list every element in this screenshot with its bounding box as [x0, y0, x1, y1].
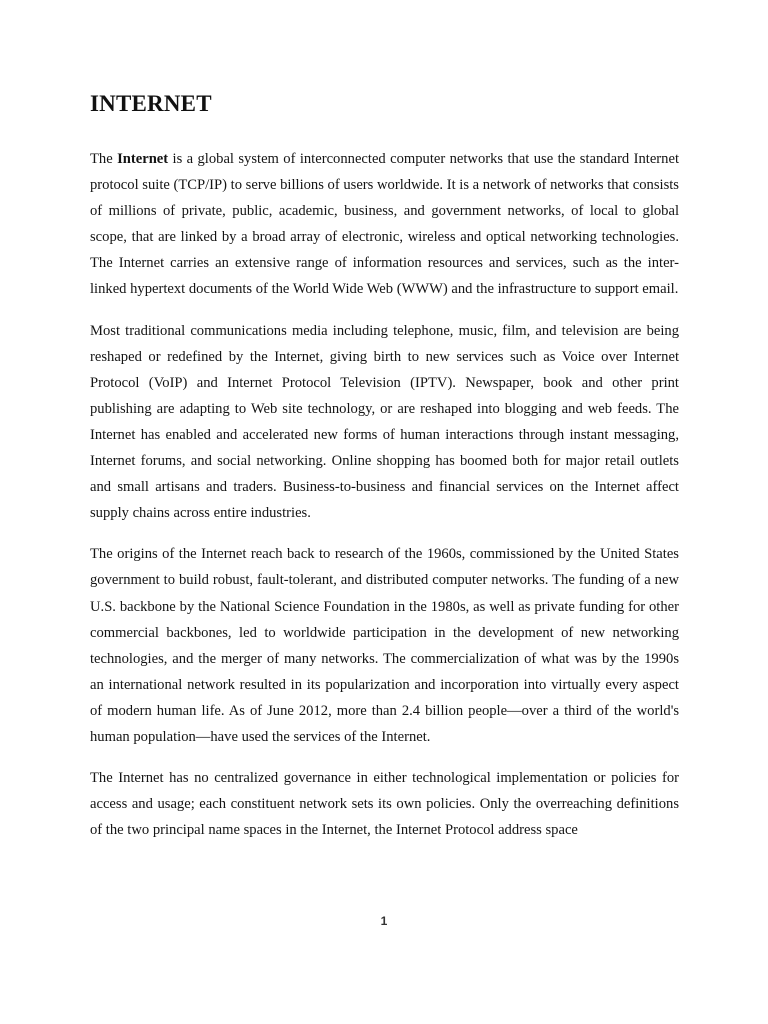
paragraph-1 [90, 146, 679, 303]
document-body [90, 146, 679, 858]
paragraph-4: The Internet has no centralized governance in either technological implementation or policies for access and usage; each constituent network sets its own policies. Only the overreaching definitions of the two principal name spaces in the Internet, the Internet Protocol address space [90, 770, 679, 839]
page-number: 1 [380, 914, 388, 928]
paragraph-2: Most traditional communications media including telephone, music, film, and television are being reshaped or redefined by the Internet, giving birth to new services such as Voice over Internet Protocol (VoIP) and Internet Protocol Television (IPTV). Newspaper, book and other print publishing are adapting to Web site technology, or are reshaped into blogging and web feeds. The Internet has enabled and accelerated new forms of human interactions through instant messaging, Internet forums, and social networking. Online shopping has boomed both for major retail outlets and small artisans and traders. Business-to-business and financial services on the Internet affect supply chains across entire industries. [90, 322, 679, 522]
paragraph-1-rest: is a global system of interconnected computer networks that use the standard Internet protocol suite (TCP/IP) to serve billions of users worldwide. It is a network of networks that consists of millions of private, public, academic, business, and government networks, of local to global scope, that are linked by a broad array of electronic, wireless and optical networking technologies. The Internet carries an extensive range of information resources and services, such as the inter-linked hypertext documents of the World Wide Web (WWW) and the infrastructure to support email. [90, 151, 679, 298]
bold-term-internet: Internet [117, 151, 169, 167]
paragraph-1-lead: The [90, 151, 118, 167]
document-title: INTERNET [90, 91, 212, 116]
paragraph-3: The origins of the Internet reach back to research of the 1960s, commissioned by the United States government to build robust, fault-tolerant, and distributed computer networks. The funding of a new U.S. backbone by the National Science Foundation in the 1980s, as well as private funding for other commercial backbones, led to worldwide participation in the development of new networking technologies, and the merger of many networks. The commercialization of what was by the 1990s an international network resulted in its popularization and incorporation into virtually every aspect of modern human life. As of June 2012, more than 2.4 billion people—over a third of the world's human population—have used the services of the Internet. [90, 546, 679, 745]
